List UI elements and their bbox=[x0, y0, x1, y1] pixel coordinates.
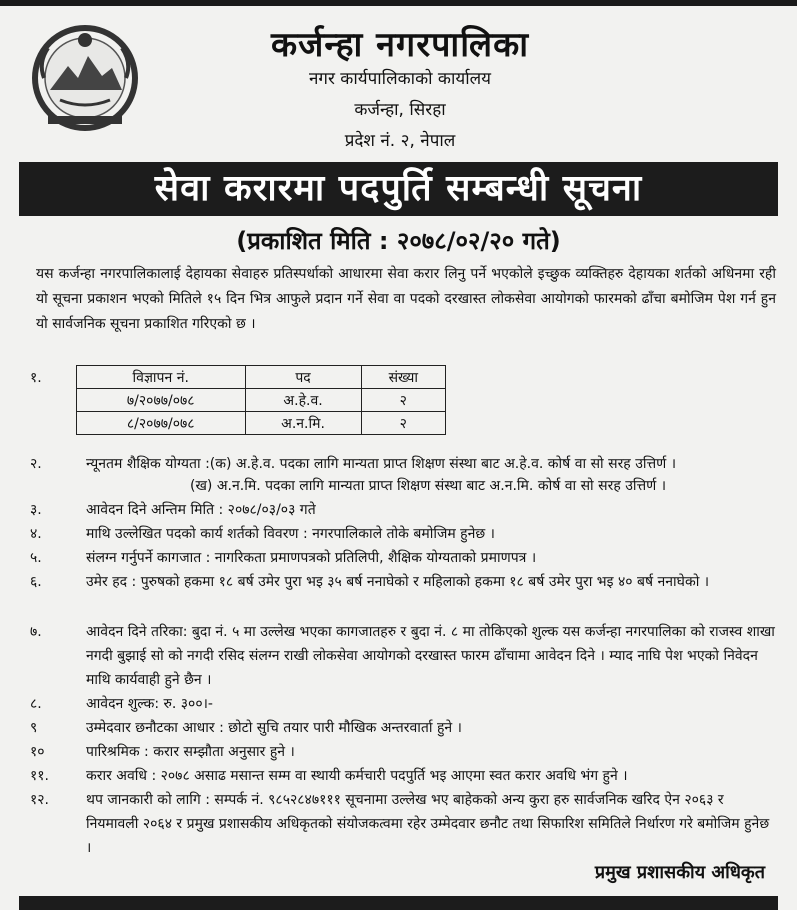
item-number: ७. bbox=[30, 624, 42, 640]
item-number: १२. bbox=[30, 792, 50, 808]
item-number: २. bbox=[30, 456, 42, 472]
bottom-border bbox=[19, 896, 778, 910]
table-cell: ७/२०७७/०७८ bbox=[77, 389, 246, 412]
intro-paragraph: यस कर्जन्हा नगरपालिकालाई देहायका सेवाहरु प्रतिस्पर्धाको आधारमा सेवा करार लिनु पर्ने भएकोले इच्छुक व्यक्तिहरु देहायका शर्तको अधिनमा रही यो सूचना प्रकाशन भएको मितिले १५ दिन भित्र आफुले प्रदान गर्ने सेवा वा पदको दरखास्त लोकसेवा आयोगको फारमको ढाँचा बमोजिम पेश गर्न हुन यो सार्वजनिक सूचना प्रकाशित गरिएको छ । bbox=[36, 266, 776, 332]
office-name: नगर कार्यपालिकाको कार्यालय bbox=[308, 69, 492, 89]
list-item bbox=[30, 620, 775, 692]
item-text: आवेदन दिने तरिका: बुदा नं. ५ मा उल्लेख भएका कागजातहरु र बुदा नं. ८ मा तोकिएको शुल्क यस कर्जन्हा नगरपालिका को राजस्व शाखा नगदी बुझाई सो को नगदी रसिद संलग्न राखी लोकसेवा आयोगको दरखास्त फारम ढाँचामा आवेदन दिने । म्याद नाघि पेश भएको निवेदन माथि कार्यवाही हुने छैन । bbox=[86, 624, 775, 688]
signature-title: प्रमुख प्रशासकीय अधिकृत bbox=[594, 862, 765, 883]
column-header: पद bbox=[245, 366, 361, 389]
table-cell: २ bbox=[361, 412, 445, 435]
municipality-title: कर्जन्हा नगरपालिका bbox=[270, 25, 529, 65]
list-item bbox=[30, 522, 775, 546]
item-number: ५. bbox=[30, 550, 42, 566]
column-header: संख्या bbox=[361, 366, 445, 389]
item-text: उम्मेदवार छनौटका आधार : छोटो सुचि तयार पारी मौखिक अन्तरवार्ता हुने । bbox=[86, 720, 462, 736]
item-text: न्यूनतम शैक्षिक योग्यता :(क) अ.हे.व. पदका लागि मान्यता प्राप्त शिक्षण संस्था बाट अ.हे.व. कोर्ष वा सो सरह उत्तिर्ण । bbox=[86, 456, 677, 472]
list-item bbox=[30, 716, 775, 740]
item-text: संलग्न गर्नुपर्ने कागजात : नागरिकता प्रमाणपत्रको प्रतिलिपी, शैक्षिक योग्यताको प्रमाणपत्र । bbox=[86, 550, 537, 566]
item-number: ६. bbox=[30, 574, 42, 590]
list-item bbox=[30, 570, 775, 594]
vacancy-table bbox=[76, 365, 446, 435]
list-item bbox=[30, 498, 775, 522]
item-number: ११. bbox=[30, 768, 50, 784]
list-item bbox=[30, 788, 775, 860]
list-item bbox=[30, 740, 775, 764]
list-item bbox=[30, 546, 775, 570]
item-text: आवेदन दिने अन्तिम मिति : २०७८/०३/०३ गते bbox=[86, 502, 316, 518]
item-number: ८. bbox=[30, 696, 42, 712]
list-item bbox=[30, 764, 775, 788]
list-item bbox=[30, 692, 775, 716]
table-cell: ८/२०७७/०७८ bbox=[77, 412, 246, 435]
item-text: आवेदन शुल्क: रु. ३००।- bbox=[86, 696, 213, 712]
table-row bbox=[77, 412, 446, 435]
top-border bbox=[0, 0, 797, 6]
table-cell: अ.हे.व. bbox=[245, 389, 361, 412]
table-row bbox=[77, 389, 446, 412]
item-number: १. bbox=[30, 370, 42, 386]
item-text: थप जानकारी को लागि : सम्पर्क नं. ९८५२८४७१११ सूचनामा उल्लेख भए बाहेकको अन्य कुरा हरु सार्वजनिक खरिद ऐन २०६३ र नियमावली २०६४ र प्रमुख प्रशासकीय अधिकृतको संयोजकत्वमा रहेर उम्मेदवार छनौट तथा सिफारिश समितिले निर्धारण गरे बमोजिम हुनेछ । bbox=[86, 792, 770, 856]
column-header: विज्ञापन नं. bbox=[77, 366, 246, 389]
item-number: ९ bbox=[30, 720, 38, 736]
item-text: करार अवधि : २०७८ असाढ मसान्त सम्म वा स्थायी कर्मचारी पदपुर्ति भइ आएमा स्वत करार अवधि भंग हुने । bbox=[86, 768, 628, 784]
office-location: कर्जन्हा, सिरहा bbox=[354, 100, 446, 120]
list-item bbox=[30, 474, 775, 498]
item-number: ३. bbox=[30, 502, 42, 518]
item-text: उमेर हद : पुरुषको हकमा १८ बर्ष उमेर पुरा भइ ३५ बर्ष ननाघेको र महिलाको हकमा १८ बर्ष उमेर पुरा भइ ४० बर्ष ननाघेको । bbox=[86, 574, 710, 590]
item-number: १० bbox=[30, 744, 45, 760]
item-text: माथि उल्लेखित पदको कार्य शर्तको विवरण : नगरपालिकाले तोके बमोजिम हुनेछ । bbox=[86, 526, 495, 542]
table-header-row bbox=[77, 366, 446, 389]
nepal-emblem-icon bbox=[30, 18, 140, 136]
item-number: ४. bbox=[30, 526, 42, 542]
item-text: पारिश्रमिक : करार सम्झौता अनुसार हुने । bbox=[86, 744, 295, 760]
table-cell: अ.न.मि. bbox=[245, 412, 361, 435]
list-item bbox=[30, 452, 775, 476]
table-cell: २ bbox=[361, 389, 445, 412]
notice-banner: सेवा करारमा पदपुर्ति सम्बन्धी सूचना bbox=[19, 162, 778, 216]
item-text: (ख) अ.न.मि. पदका लागि मान्यता प्राप्त शिक्षण संस्था बाट अ.न.मि. कोर्ष वा सो सरह उत्तिर्ण । bbox=[190, 478, 667, 494]
province-line: प्रदेश नं. २, नेपाल bbox=[344, 131, 456, 151]
published-date: (प्रकाशित मिति : २०७८/०२/२० गते) bbox=[236, 227, 561, 255]
